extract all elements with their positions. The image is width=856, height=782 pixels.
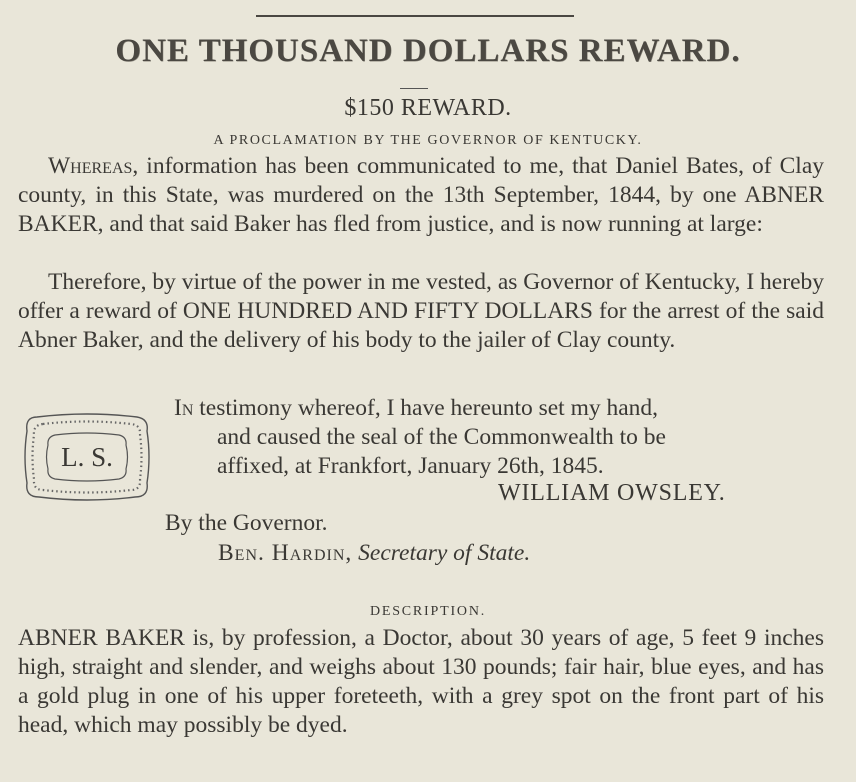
- secretary-name: Ben. Hardin,: [218, 540, 353, 566]
- headline: ONE THOUSAND DOLLARS REWARD.: [115, 33, 741, 69]
- therefore-paragraph: Therefore, by virtue of the power in me vested, as Governor of Kentucky, I hereby offer a reward of ONE HUNDRED AND FIFTY DOLLARS for the arrest of the said Abner Baker, and the delivery of his body to the jailer of Clay county.: [18, 269, 824, 353]
- by-the-governor: By the Governor.: [165, 510, 328, 536]
- seal-ls: [23, 413, 151, 501]
- testimony-block: [174, 394, 824, 481]
- testimony-line-1: In testimony whereof, I have hereunto set my hand,: [174, 395, 659, 421]
- secretary-title: Secretary of State.: [358, 540, 531, 566]
- whereas-paragraph: [18, 152, 824, 239]
- reward-amount: $150 REWARD.: [344, 95, 512, 121]
- seal-text: L. S.: [61, 442, 113, 472]
- whereas-text: information has been communicated to me, that Daniel Bates, of Clay county, in this State, was murdered on the 13th September, 1844, by one ABNER BAKER, and that said Baker has fled from justice, and is now running at large:: [18, 153, 824, 237]
- description-heading: DESCRIPTION.: [369, 604, 487, 619]
- governor-signature: WILLIAM OWSLEY.: [498, 480, 726, 506]
- headline-rule: [400, 88, 428, 89]
- testimony-line-2: and caused the seal of the Commonwealth to be: [217, 424, 666, 450]
- description-paragraph: ABNER BAKER is, by profession, a Doctor, about 30 years of age, 5 feet 9 inches high, straight and slender, and weighs about 130 pounds; fair hair, blue eyes, and has a gold plug in one of his upper foreteeth, with a grey spot on the front part of his head, which may possibly be dyed.: [18, 625, 824, 738]
- proclamation-heading: A PROCLAMATION BY THE GOVERNOR OF KENTUCKY.: [213, 133, 643, 148]
- whereas-lead: Whereas,: [48, 153, 139, 179]
- testimony-line-3: affixed, at Frankfort, January 26th, 1845.: [217, 453, 604, 479]
- testimony-lead: In: [174, 395, 194, 421]
- secretary-line: [218, 540, 530, 567]
- top-rule: [256, 15, 574, 17]
